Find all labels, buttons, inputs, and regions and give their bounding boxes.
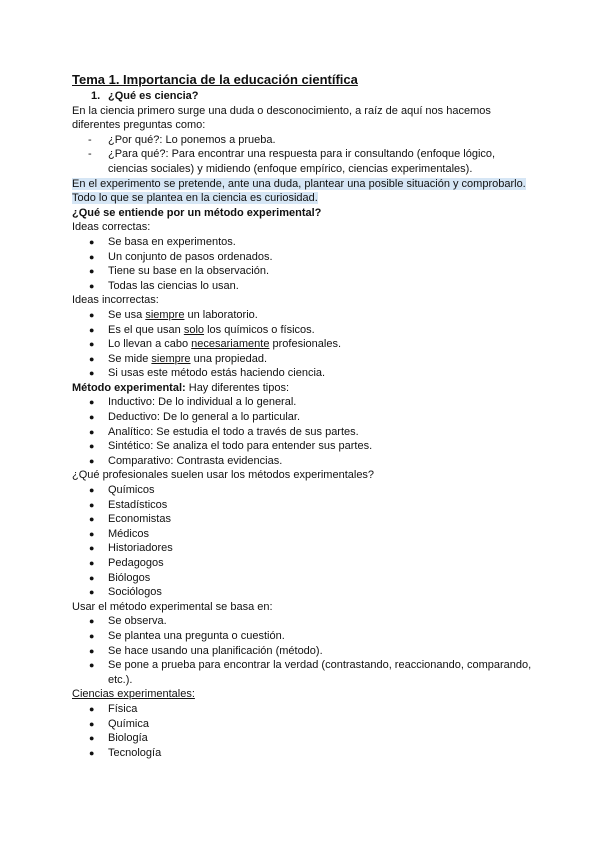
professionals-list bbox=[72, 483, 532, 600]
usage-list bbox=[72, 614, 532, 687]
document-body bbox=[72, 72, 532, 760]
list-item: - ¿Por qué?: Lo ponemos a prueba. bbox=[88, 133, 276, 146]
sciences-label: Ciencias experimentales: bbox=[72, 688, 195, 701]
list-item: ● Lo llevan a cabo necesariamente profesionales. bbox=[89, 338, 341, 351]
list-item: ● Deductivo: De lo general a lo particular. bbox=[89, 411, 300, 424]
list-item: ● Biología bbox=[89, 732, 148, 745]
list-item: ● Física bbox=[89, 702, 138, 715]
list-item: ● Médicos bbox=[89, 527, 149, 540]
list-item: ● Química bbox=[89, 717, 149, 730]
list-item: ● Si usas este método estás haciendo ciencia. bbox=[89, 367, 326, 380]
list-item: ● Biólogos bbox=[89, 571, 151, 584]
list-item: ● Tecnología bbox=[89, 746, 162, 759]
usage-label: Usar el método experimental se basa en: bbox=[72, 600, 273, 613]
professionals-label: ¿Qué profesionales suelen usar los métodos experimentales? bbox=[72, 469, 375, 482]
list-item: ● Se observa. bbox=[89, 615, 167, 628]
sciences-list bbox=[72, 702, 532, 760]
section-title: ¿Qué es ciencia? bbox=[108, 90, 199, 102]
incorrect-ideas-list bbox=[72, 308, 532, 381]
list-item: ● Se plantea una pregunta o cuestión. bbox=[89, 629, 285, 642]
list-item: ● Analítico: Se estudia el todo a través de sus partes. bbox=[89, 425, 359, 438]
list-item: ● Sociólogos bbox=[89, 586, 162, 599]
list-item: ● Inductivo: De lo individual a lo general. bbox=[89, 396, 297, 409]
list-item: ● Comparativo: Contrasta evidencias. bbox=[89, 454, 283, 467]
section-heading bbox=[72, 89, 532, 104]
list-item: ● Es el que usan solo los químicos o físicos. bbox=[89, 323, 315, 336]
list-item: ● Se usa siempre un laboratorio. bbox=[89, 308, 258, 321]
list-item: ● Un conjunto de pasos ordenados. bbox=[89, 250, 273, 263]
list-item: ● Químicos bbox=[89, 484, 155, 497]
section-number: 1. bbox=[91, 90, 101, 102]
list-item: ● Historiadores bbox=[89, 542, 173, 555]
list-item: ● Se basa en experimentos. bbox=[89, 235, 236, 248]
intro-paragraph: En la ciencia primero surge una duda o desconocimiento, a raíz de aquí nos hacemos diferentes preguntas como: bbox=[72, 104, 491, 132]
incorrect-ideas-label: Ideas incorrectas: bbox=[72, 294, 159, 307]
list-item: - ¿Para qué?: Para encontrar una respuesta para ir consultando (enfoque lógico, ciencias sociales) y midiendo (enfoque empírico, ciencias experimentales). bbox=[88, 148, 496, 175]
list-item: ● Se pone a prueba para encontrar la verdad (contrastando, reaccionando, comparando, etc.). bbox=[89, 659, 532, 686]
correct-ideas-list bbox=[72, 235, 532, 293]
list-item: ● Pedagogos bbox=[89, 557, 164, 569]
method-types-label: Método experimental: Hay diferentes tipos: bbox=[72, 381, 290, 394]
list-item: ● Economistas bbox=[89, 513, 171, 526]
method-heading: ¿Qué se entiende por un método experimental? bbox=[72, 206, 322, 219]
questions-list bbox=[72, 133, 532, 177]
list-item: ● Todas las ciencias lo usan. bbox=[89, 279, 239, 292]
list-item: ● Sintético: Se analiza el todo para entender sus partes. bbox=[89, 440, 373, 453]
list-item: ● Se hace usando una planificación (método). bbox=[89, 644, 323, 657]
correct-ideas-label: Ideas correctas: bbox=[72, 221, 151, 234]
list-item: ● Estadísticos bbox=[89, 498, 168, 511]
list-item: ● Se mide siempre una propiedad. bbox=[89, 352, 267, 365]
highlighted-paragraph: En el experimento se pretende, ante una duda, plantear una posible situación y comprobarlo. Todo lo que se plantea en la ciencia es curiosidad. bbox=[72, 177, 526, 205]
list-item: ● Tiene su base en la observación. bbox=[89, 265, 270, 278]
method-types-list bbox=[72, 395, 532, 468]
document-title: Tema 1. Importancia de la educación científica bbox=[72, 72, 358, 87]
